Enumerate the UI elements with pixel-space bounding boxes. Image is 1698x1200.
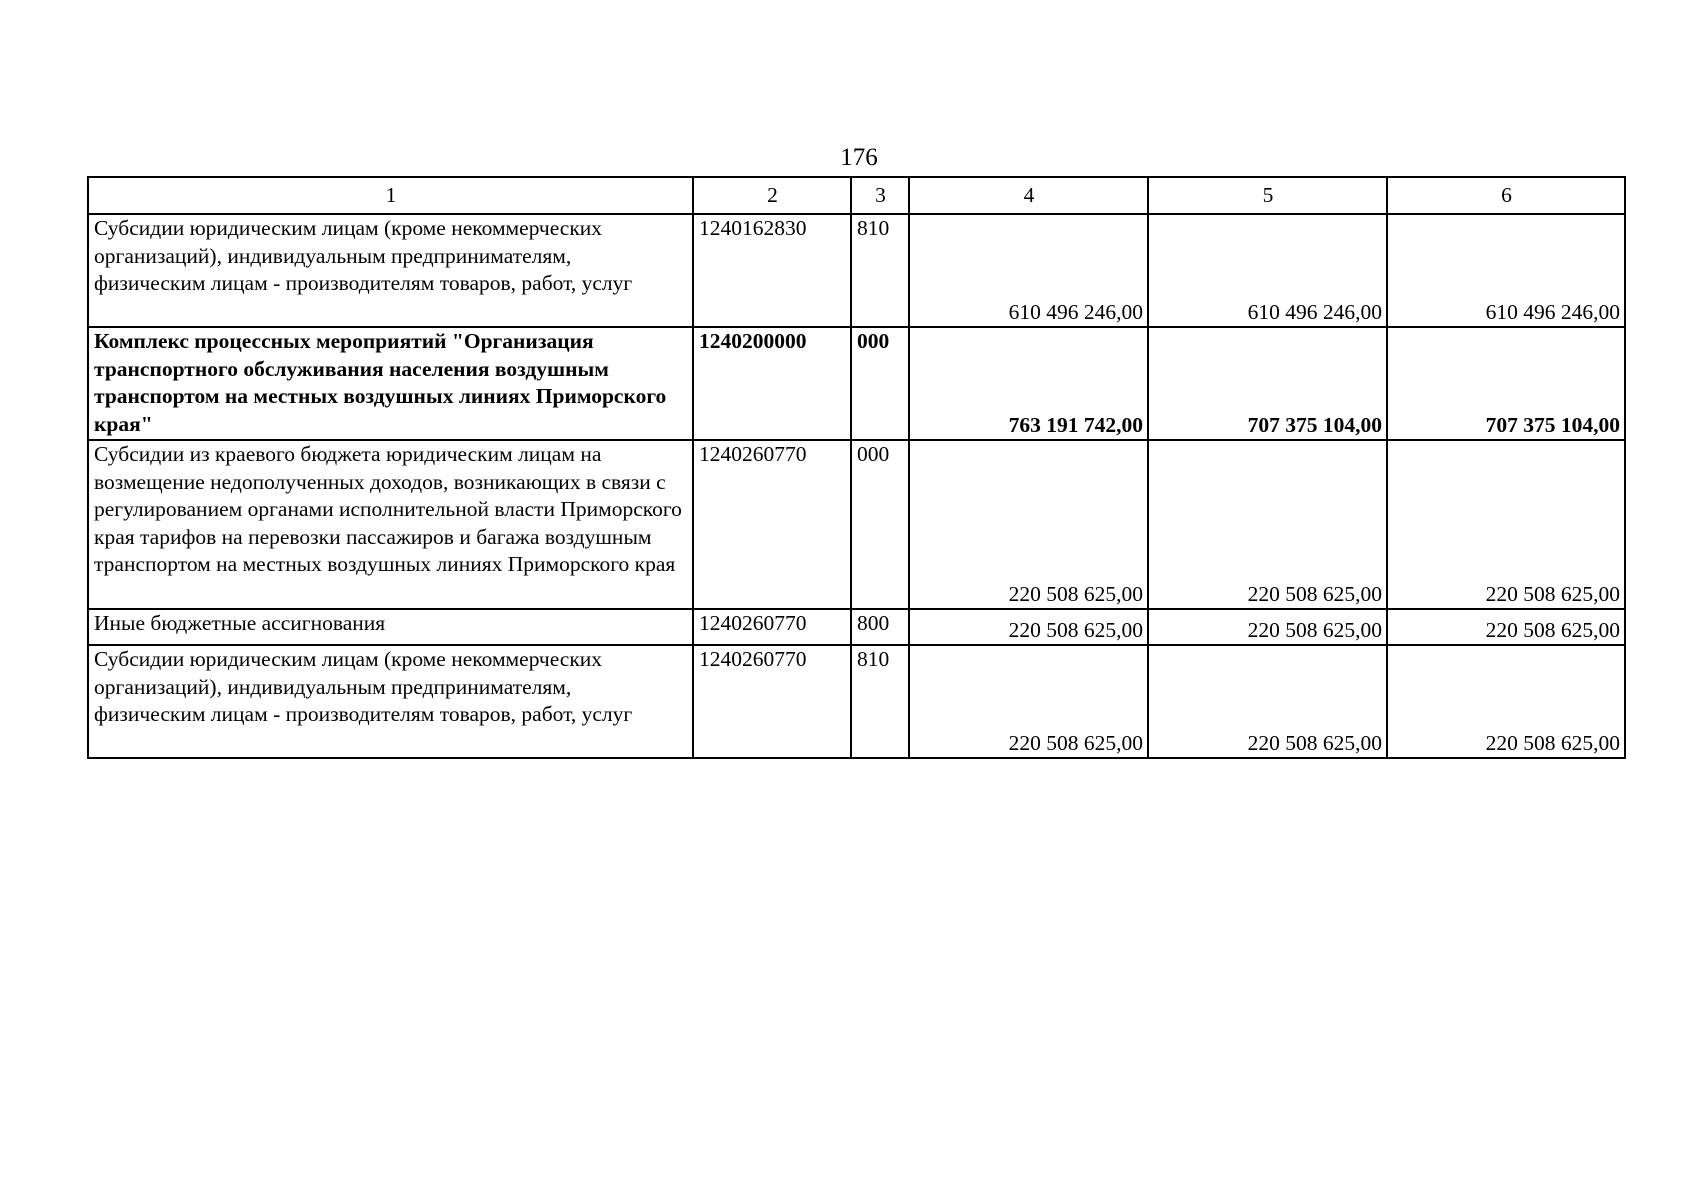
- row-value-col5: 220 508 625,00: [1148, 609, 1387, 645]
- row-kind: 800: [851, 609, 909, 645]
- row-code: 1240260770: [693, 440, 851, 609]
- row-code: 1240260770: [693, 645, 851, 758]
- row-name: Субсидии юридическим лицам (кроме некоммерческих организаций), индивидуальным предпринимателям, физическим лицам - производителям товаров, работ, услуг: [88, 645, 693, 758]
- row-value-col5: 610 496 246,00: [1148, 214, 1387, 327]
- row-code: 1240162830: [693, 214, 851, 327]
- row-value-col4: 763 191 742,00: [909, 327, 1148, 440]
- row-code: 1240260770: [693, 609, 851, 645]
- row-value-col4: 220 508 625,00: [909, 609, 1148, 645]
- row-kind: 810: [851, 645, 909, 758]
- table-row: [88, 214, 1625, 327]
- row-name: Субсидии юридическим лицам (кроме некоммерческих организаций), индивидуальным предпринимателям, физическим лицам - производителям товаров, работ, услуг: [88, 214, 693, 327]
- row-value-col4: 610 496 246,00: [909, 214, 1148, 327]
- row-value-col4: 220 508 625,00: [909, 645, 1148, 758]
- table-header-row: [88, 177, 1625, 214]
- column-header: 1: [88, 177, 693, 214]
- row-kind: 000: [851, 327, 909, 440]
- row-value-col6: 220 508 625,00: [1387, 440, 1625, 609]
- row-value-col6: 610 496 246,00: [1387, 214, 1625, 327]
- row-value-col6: 220 508 625,00: [1387, 645, 1625, 758]
- table-row: [88, 440, 1625, 609]
- table-row: [88, 609, 1625, 645]
- row-value-col5: 220 508 625,00: [1148, 440, 1387, 609]
- column-header: 4: [909, 177, 1148, 214]
- column-header: 5: [1148, 177, 1387, 214]
- column-header: 2: [693, 177, 851, 214]
- page-number: 176: [840, 144, 878, 171]
- row-value-col6: 707 375 104,00: [1387, 327, 1625, 440]
- table-row: [88, 645, 1625, 758]
- budget-table: [87, 176, 1626, 759]
- row-code: 1240200000: [693, 327, 851, 440]
- row-name: Комплекс процессных мероприятий "Организация транспортного обслуживания населения воздушным транспортом на местных воздушных линиях Приморского края": [88, 327, 693, 440]
- row-value-col6: 220 508 625,00: [1387, 609, 1625, 645]
- column-header: 6: [1387, 177, 1625, 214]
- row-kind: 810: [851, 214, 909, 327]
- row-value-col5: 220 508 625,00: [1148, 645, 1387, 758]
- row-value-col4: 220 508 625,00: [909, 440, 1148, 609]
- table-row: [88, 327, 1625, 440]
- column-header: 3: [851, 177, 909, 214]
- row-name: Иные бюджетные ассигнования: [88, 609, 693, 645]
- row-value-col5: 707 375 104,00: [1148, 327, 1387, 440]
- row-name: Субсидии из краевого бюджета юридическим лицам на возмещение недополученных доходов, возникающих в связи с регулированием органами исполнительной власти Приморского края тарифов на перевозки пассажиров и багажа воздушным транспортом на местных воздушных линиях Приморского края: [88, 440, 693, 609]
- row-kind: 000: [851, 440, 909, 609]
